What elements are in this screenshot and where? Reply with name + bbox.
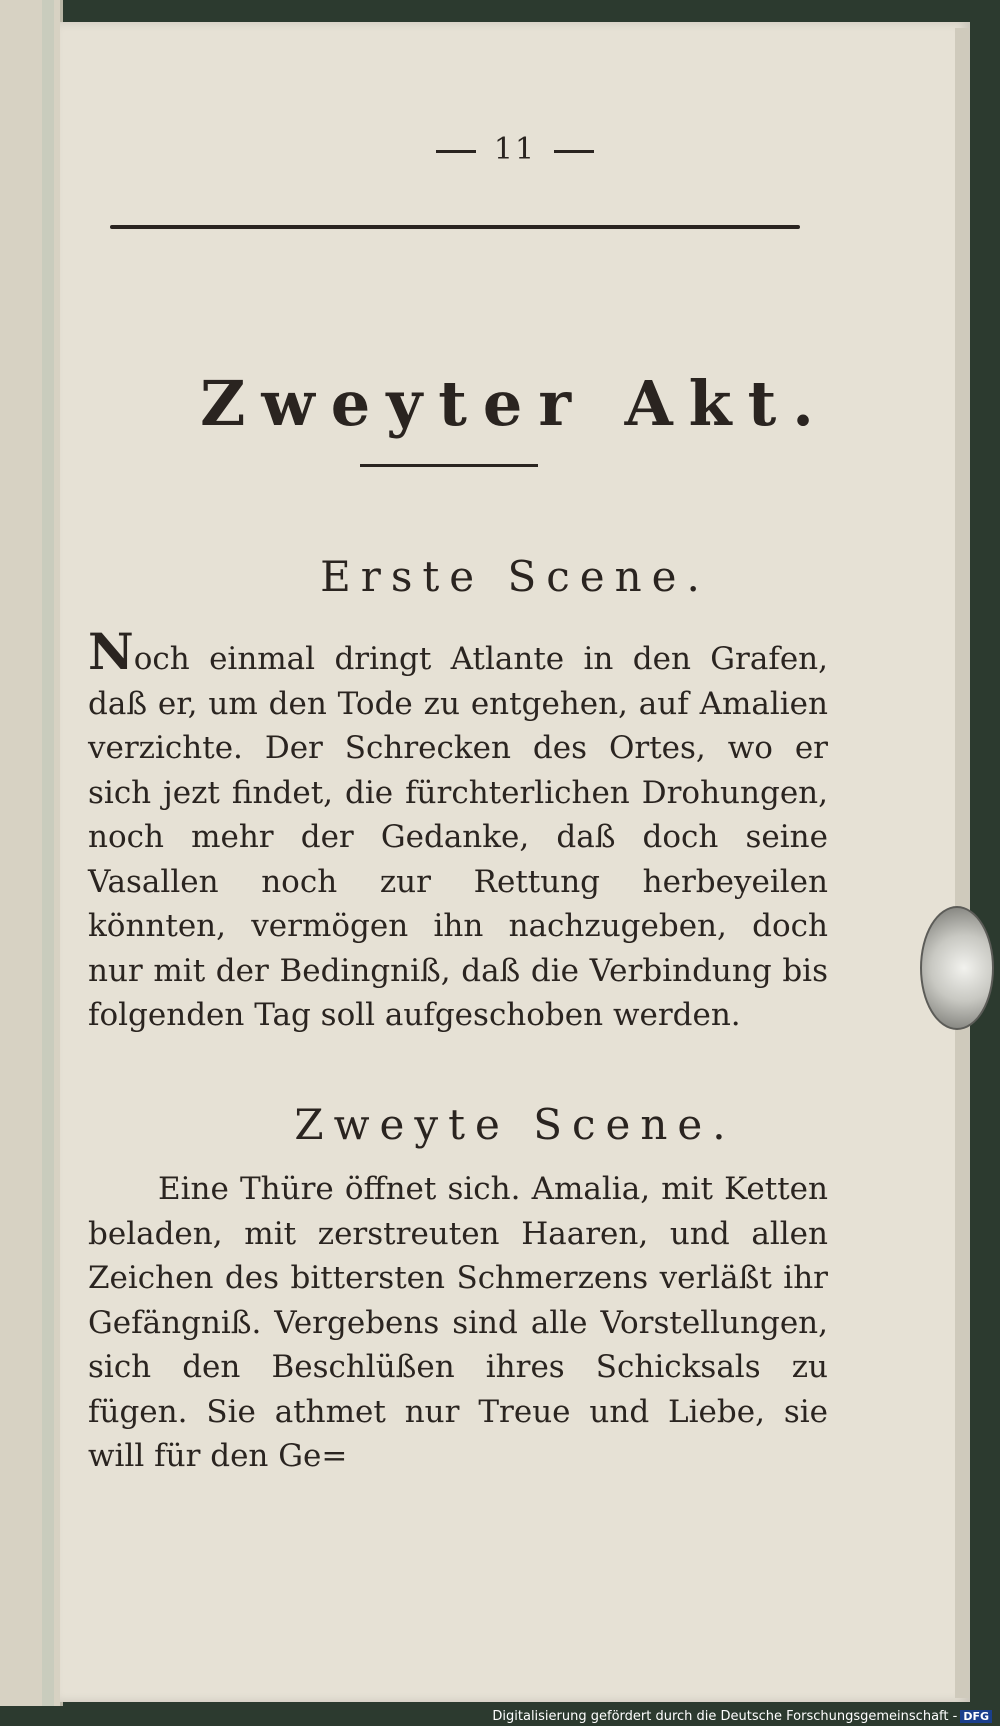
dfg-logo: DFG	[960, 1710, 992, 1723]
header-dash-right	[554, 150, 594, 153]
page-clip-icon	[920, 906, 994, 1030]
title-rule	[360, 464, 538, 467]
scene-text-1-body: och einmal dringt Atlante in den Grafen, daß er, um den Tode zu entgehen, auf Amalien verzichte. Der Schrecken des Ortes, wo er sich jezt findet, die fürchterlichen Drohungen, noch mehr der Gedanke, daß doch seine Vasallen noch zur Rettung herbeyeilen könnten, vermögen ihn nachzugeben, doch nur mit der Bedingniß, daß die Verbindung bis folgenden Tag soll aufgeschoben werden.	[88, 641, 828, 1033]
book-page	[60, 22, 970, 1702]
scene-text-2: Eine Thüre öffnet sich. Amalia, mit Ketten beladen, mit zerstreuten Haaren, und allen Zeichen des bittersten Schmerzens verläßt ihr Gefängniß. Vergebens sind alle Vorstellungen, sich den Beschlüßen ihres Schicksals zu fügen. Sie athmet nur Treue und Liebe, sie will für den Ge=	[88, 1171, 828, 1474]
drop-cap: N	[88, 622, 134, 681]
header-rule	[110, 225, 800, 229]
scene-heading-2: Zweyte Scene.	[294, 1100, 736, 1149]
scene-text-1	[88, 622, 828, 1038]
page-edge	[955, 28, 969, 1698]
spine-strip	[42, 0, 54, 1706]
act-title: Zweyter Akt.	[200, 367, 830, 440]
header-dash-left	[436, 150, 476, 153]
page-number: 11	[493, 132, 537, 167]
scene-heading-1: Erste Scene.	[320, 552, 710, 601]
footer	[492, 1709, 992, 1724]
footer-text: Digitalisierung gefördert durch die Deutsche Forschungsgemeinschaft -	[492, 1709, 958, 1724]
page-header	[60, 132, 970, 167]
